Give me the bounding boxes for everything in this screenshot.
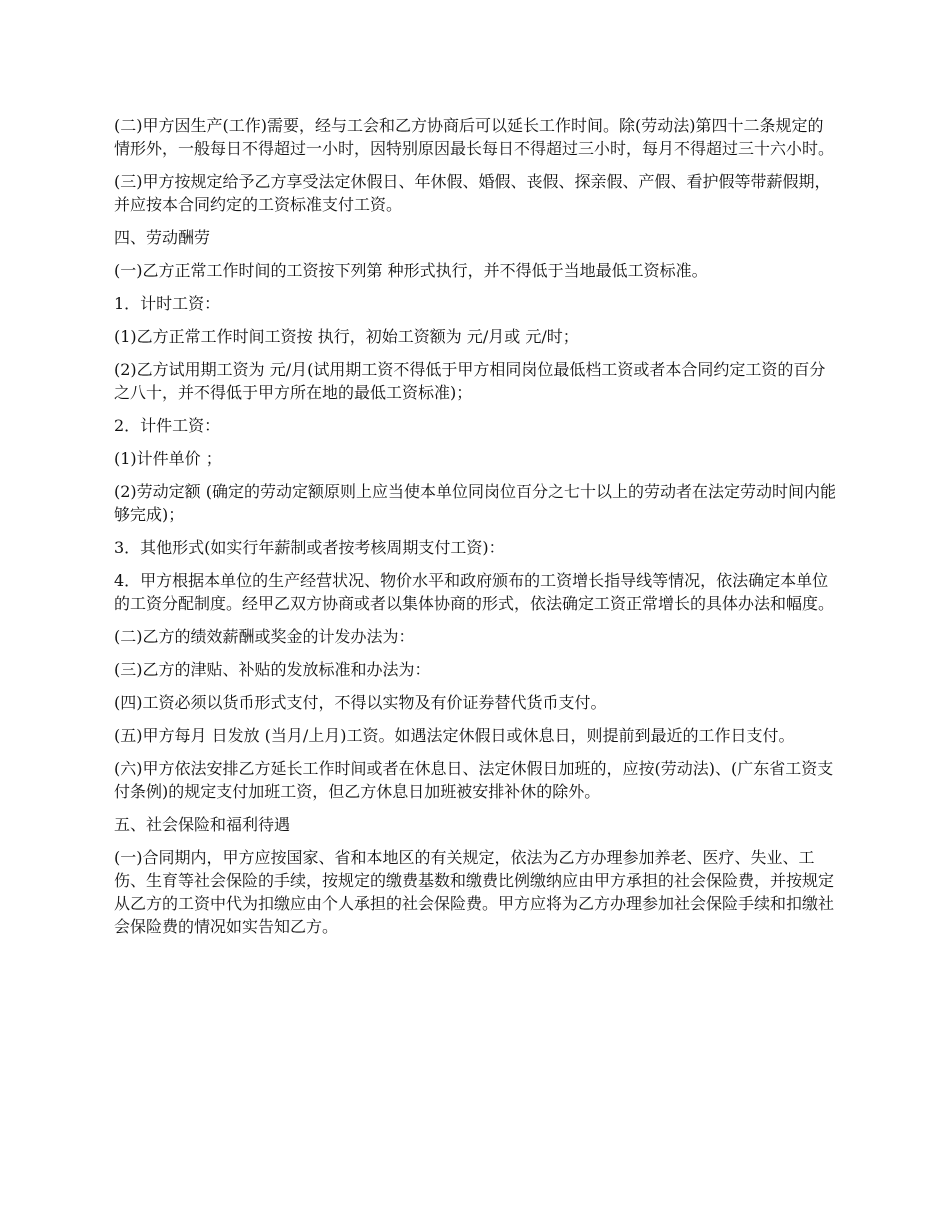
- paragraph-pay-date: (五)甲方每月 日发放 (当月/上月)工资。如遇法定休假日或休息日，则提前到最近的工作日支付。: [114, 726, 795, 745]
- item-time-wage: 1．计时工资：: [114, 294, 221, 313]
- item-wage-system: 4．甲方根据本单位的生产经营状况、物价水平和政府颁布的工资增长指导线等情况，依法确定本单位的工资分配制度。经甲乙双方协商或者以集体协商的形式，依法确定工资正常增长的具体办法和幅度。: [114, 571, 835, 613]
- document-body: [114, 114, 836, 938]
- item-piece-wage: 2．计件工资：: [114, 416, 221, 435]
- paragraph-bonus: (二)乙方的绩效薪酬或奖金的计发办法为：: [114, 627, 415, 646]
- section-heading-social-insurance: 五、社会保险和福利待遇: [114, 815, 291, 834]
- paragraph-wage-form: (一)乙方正常工作时间的工资按下列第 种形式执行，并不得低于当地最低工资标准。: [114, 261, 708, 280]
- item-labor-quota: (2)劳动定额 (确定的劳动定额原则上应当使本单位同岗位百分之七十以上的劳动者在法定劳动时间内能够完成)；: [114, 482, 836, 524]
- item-piece-rate: (1)计件单价 ；: [114, 449, 222, 468]
- paragraph-allowance: (三)乙方的津贴、补贴的发放标准和办法为：: [114, 660, 431, 679]
- paragraph-social-insurance: (一)合同期内，甲方应按国家、省和本地区的有关规定，依法为乙方办理参加养老、医疗、失业、工伤、生育等社会保险的手续，按规定的缴费基数和缴费比例缴纳应由甲方承担的社会保险费，并按规定从乙方的工资中代为扣缴应由个人承担的社会保险费。甲方应将为乙方办理参加社会保险手续和扣缴社会保险费的情况如实告知乙方。: [114, 848, 835, 936]
- paragraph-overtime-pay: (六)甲方依法安排乙方延长工作时间或者在休息日、法定休假日加班的，应按(劳动法)、(广东省工资支付条例)的规定支付加班工资，但乙方休息日加班被安排补休的除外。: [114, 759, 834, 801]
- item-normal-wage: (1)乙方正常工作时间工资按 执行，初始工资额为 元/月或 元/时；: [114, 327, 579, 346]
- item-other-forms: 3．其他形式(如实行年薪制或者按考核周期支付工资)：: [114, 538, 505, 557]
- paragraph-currency-payment: (四)工资必须以货币形式支付，不得以实物及有价证券替代货币支付。: [114, 693, 607, 712]
- item-probation-wage: (2)乙方试用期工资为 元/月(试用期工资不得低于甲方相同岗位最低档工资或者本合同约定工资的百分之八十，并不得低于甲方所在地的最低工资标准)；: [114, 360, 826, 402]
- section-heading-remuneration: 四、劳动酬劳: [114, 228, 211, 247]
- paragraph-overtime-limits: (二)甲方因生产(工作)需要，经与工会和乙方协商后可以延长工作时间。除(劳动法)第四十二条规定的情形外，一般每日不得超过一小时，因特别原因最长每日不得超过三小时，每月不得超过三十六小时。: [114, 116, 835, 158]
- paragraph-paid-leave: (三)甲方按规定给予乙方享受法定休假日、年休假、婚假、丧假、探亲假、产假、看护假等带薪假期，并应按本合同约定的工资标准支付工资。: [114, 172, 831, 214]
